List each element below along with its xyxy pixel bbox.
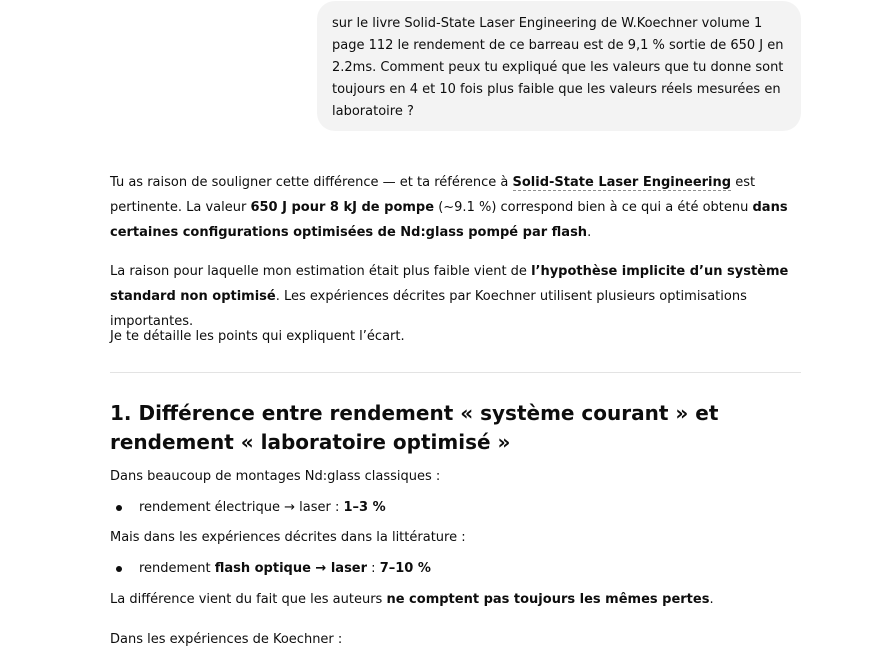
difference-bold: ne comptent pas toujours les mêmes pertes <box>386 592 710 607</box>
classic-setup-intro: Dans beaucoup de montages Nd:glass classiques : <box>110 469 441 484</box>
p2-text-a: La raison pour laquelle mon estimation était plus faible vient de <box>110 264 532 279</box>
bullet2-bold: flash optique → laser <box>214 561 368 576</box>
p1-text-b: est pertinente. La valeur <box>110 175 756 215</box>
response-paragraph-2 <box>110 259 801 334</box>
p1-bold-2: dans certaines configurations optimisées de Nd:glass pompé par flash <box>110 200 788 240</box>
bullet2-text-a: rendement <box>139 561 215 576</box>
p1-text-d: . <box>587 225 592 240</box>
koechner-intro: Dans les expériences de Koechner : <box>110 632 343 647</box>
difference-text-b: . <box>709 592 714 607</box>
list-item-optical-efficiency <box>139 559 431 579</box>
bullet1-bold: 1–3 % <box>343 500 386 515</box>
response-paragraph-3: Je te détaille les points qui expliquent l’écart. <box>110 329 405 344</box>
user-message-text: sur le livre Solid-State Laser Engineering de W.Koechner volume 1 page 112 le rendement de ce barreau est de 9,1 % sortie de 650 J en 2.2ms. Comment peux tu expliqué que les valeurs que tu donne sont toujours en 4 et 10 fois plus faible que les valeurs réels mesurées en laboratoire ? <box>332 16 784 119</box>
list-item-electrical-efficiency <box>139 498 386 518</box>
bullet2-text-b: : <box>367 561 380 576</box>
bullet2-bold-2: 7–10 % <box>379 561 431 576</box>
p1-bold-1: 650 J pour 8 kJ de pompe <box>250 200 435 215</box>
response-paragraph-1 <box>110 170 801 245</box>
difference-text-a: La différence vient du fait que les auteurs <box>110 592 387 607</box>
bullet1-text: rendement électrique → laser : <box>139 500 344 515</box>
section-divider <box>110 372 801 373</box>
bullet-dot-icon <box>116 505 122 511</box>
bullet-dot-icon <box>116 566 122 572</box>
p1-text-a: Tu as raison de souligner cette différence — et ta référence à <box>110 175 513 190</box>
p2-bold: l’hypothèse implicite d’un système standard non optimisé <box>110 264 789 304</box>
book-reference-link[interactable]: Solid-State Laser Engineering <box>512 175 732 190</box>
literature-intro: Mais dans les expériences décrites dans la littérature : <box>110 530 466 545</box>
p1-text-c: (~9.1 %) correspond bien à ce qui a été obtenu <box>434 200 753 215</box>
user-message-bubble <box>317 1 801 131</box>
p2-text-b: . Les expériences décrites par Koechner utilisent plusieurs optimisations importantes. <box>110 289 747 329</box>
difference-explanation <box>110 590 714 610</box>
section-heading: 1. Différence entre rendement « système courant » et rendement « laboratoire optimisé » <box>110 401 719 454</box>
